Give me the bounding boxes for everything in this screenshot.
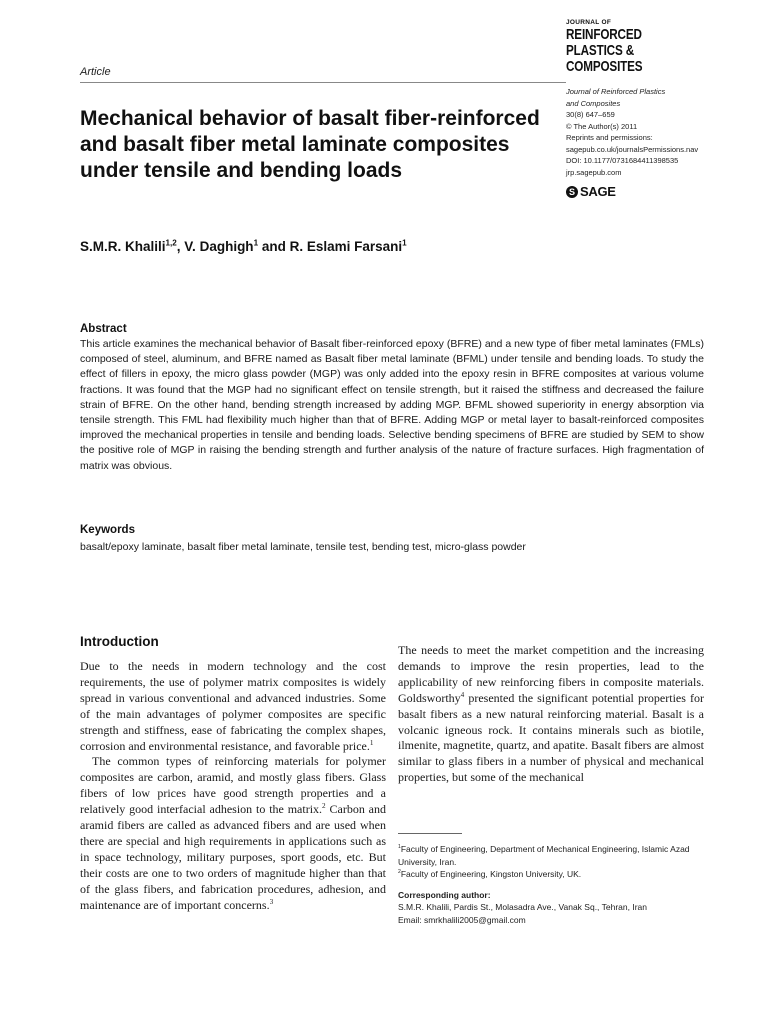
journal-website-link[interactable]: jrp.sagepub.com	[566, 167, 622, 177]
footnote-text: Faculty of Engineering, Kingston University, UK.	[400, 869, 582, 879]
journal-name-line: REINFORCED	[566, 26, 642, 43]
author-separator: and	[258, 239, 290, 254]
journal-title-line: Journal of Reinforced Plastics	[566, 87, 666, 96]
affiliation-footnote	[398, 868, 704, 881]
footnote-text: Faculty of Engineering, Department of Mechanical Engineering, Islamic Azad University, Iran.	[398, 844, 690, 867]
author-affiliation-mark: 1	[402, 238, 407, 248]
corresponding-author-email[interactable]: Email: smrkhalili2005@gmail.com	[398, 914, 526, 925]
author-name: S.M.R. Khalili	[80, 239, 166, 254]
body-paragraph	[80, 754, 386, 913]
doi-line[interactable]: DOI: 10.1177/0731684411398535	[566, 156, 679, 165]
footnote-mark: 1	[398, 844, 401, 851]
affiliation-footnote	[398, 843, 704, 868]
corresponding-author-heading: Corresponding author:	[398, 889, 491, 900]
paragraph-text: The needs to meet the market competition and the increasing demands to improve the resin properties, lead to the applicability of new reinforcing fibers in composite materials. Goldsworthy	[398, 643, 704, 705]
footnote-mark: 2	[398, 869, 401, 876]
corresponding-author-address: S.M.R. Khalili, Pardis St., Molasadra Ave., Vanak Sq., Tehran, Iran	[398, 902, 647, 912]
journal-of-label: JOURNAL OF	[566, 19, 612, 26]
sage-logo-icon: S	[566, 186, 578, 198]
author-name: V. Daghigh	[184, 239, 254, 254]
abstract-heading: Abstract	[80, 323, 127, 335]
citation-ref[interactable]: 1	[369, 738, 374, 747]
body-column-left	[80, 659, 386, 914]
publisher-name: SAGE	[580, 184, 616, 199]
author-name: R. Eslami Farsani	[289, 239, 403, 254]
reprints-label: Reprints and permissions:	[566, 133, 653, 142]
copyright-line: © The Author(s) 2011	[566, 121, 638, 131]
journal-metadata	[566, 86, 746, 178]
body-column-right	[398, 643, 704, 786]
publisher-logo	[566, 184, 616, 199]
footnote-divider	[398, 833, 462, 834]
author-list	[80, 239, 407, 254]
section-heading-introduction: Introduction	[80, 634, 159, 649]
article-type-label: Article	[80, 66, 111, 78]
paragraph-text: The common types of reinforcing materials for polymer composites are carbon, aramid, and mostly glass fibers. Glass fibers of low prices have good strength properties and a relatively good interfacial adhesion to the matrix.	[80, 754, 386, 817]
author-affiliation-mark: 1,2	[165, 238, 177, 248]
abstract-body: This article examines the mechanical behavior of Basalt fiber-reinforced epoxy (BFRE) and a new type of fiber metal laminates (FMLs) composed of steel, aluminum, and BFRE named as Basalt fiber metal laminate (BFML) under tensile and bending loads. To study the effect of fillers in epoxy, the micro glass powder (MGP) was only added into the epoxy resin in BFRE composites at various volume fractions. It was found that the MGP had no significant effect on tensile strength, but it raised the stiffness and decreased the failure strain of BFRE. On the other hand, bending strength increased by adding MGP. BFML showed superiority in energy absorption via tensile strength. This FML had flexibility much higher than that of BFRE. Adding MGP or metal layer to basalt-reinforced composites improved the mechanical properties in tensile and bending loads. Selective bending specimens of BFRE are studied by SEM to show the positive role of MGP in raising the bending strength and further analysis of the nature of fracture surfaces. High fragmentation of matrix was obvious.	[80, 338, 704, 472]
permissions-link[interactable]: sagepub.co.uk/journalsPermissions.nav	[566, 144, 699, 154]
footnotes	[398, 843, 704, 926]
journal-name-line: PLASTICS &	[566, 42, 635, 59]
journal-name-line: COMPOSITES	[566, 58, 643, 75]
journal-volume: 30(8) 647–659	[566, 110, 615, 119]
body-paragraph	[80, 659, 386, 754]
citation-ref[interactable]: 3	[269, 897, 274, 906]
author-affiliation-mark: 1	[253, 238, 259, 248]
journal-logo	[566, 27, 660, 75]
journal-title-line: and Composites	[566, 98, 621, 108]
author-separator: ,	[176, 239, 185, 254]
keywords-list: basalt/epoxy laminate, basalt fiber metal laminate, tensile test, bending test, micro-glass powder	[80, 541, 526, 553]
paragraph-text: Carbon and aramid fibers are called as advanced fibers and are used when there are special and high requirements in applications such as in space technology, military purposes, sport goods, etc. But their costs are one to two orders of magnitude higher than that of the glass fibers, and fabrication procedures, adhesion, and maintenance are of important concerns.	[80, 802, 386, 912]
keywords-heading: Keywords	[80, 524, 135, 536]
body-paragraph	[398, 643, 704, 786]
paper-title: Mechanical behavior of basalt fiber-reinforced and basalt fiber metal laminate composites under tensile and bending loads	[80, 107, 540, 182]
paragraph-text: Due to the needs in modern technology and the cost requirements, the use of polymer matrix composites is widely spread in various conventional and advanced industries. Some of the main advantages of polymer composites are specific strength and stiffness, ease of fabricating the complex shapes, corrosion and environmental resistance, and favorable price.	[80, 659, 386, 753]
paragraph-text: presented the significant potential properties for basalt fibers as a new natural reinforcing material. Basalt is a volcanic igneous rock. It contains minerals such as biotile, ilmenite, magnetite, quartz, and apatite. Basalt fibers are almost similar to glass fibers in a number of physical and mechanical properties, but some of the mechanical	[398, 690, 704, 785]
citation-ref[interactable]: 2	[322, 802, 326, 811]
header-divider	[80, 82, 566, 83]
citation-ref[interactable]: 4	[460, 690, 465, 699]
